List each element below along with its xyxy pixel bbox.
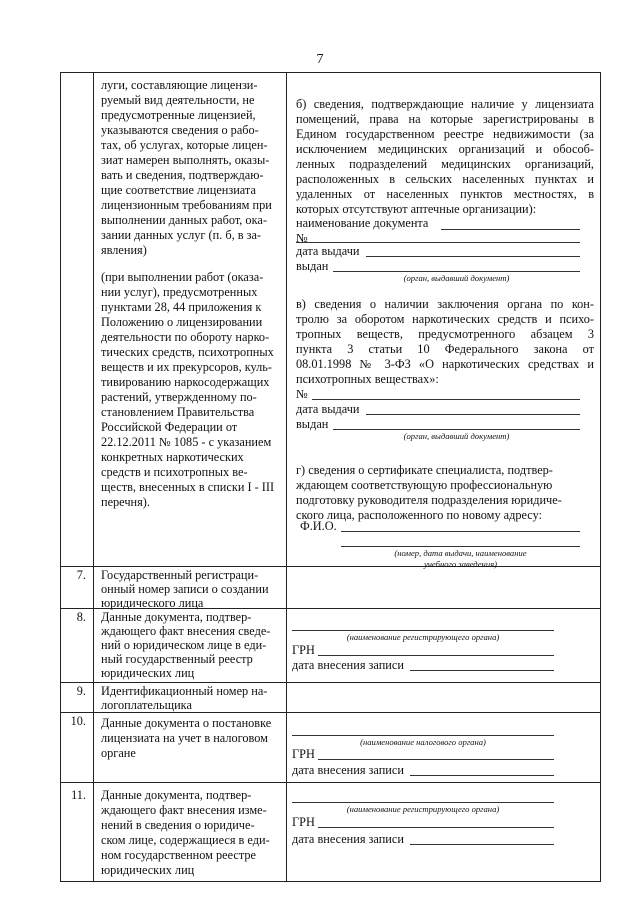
text-line: помещений, права на которые зарегистрированы в	[296, 112, 594, 126]
row-label-line: Данные документа, подтвер-	[101, 610, 252, 624]
text-line: г) сведения о сертификате специалиста, подтвер-	[296, 463, 553, 477]
row-label-line: ном государственном реестре	[101, 848, 256, 862]
text-line: тах, об услугах, которые лицен-	[101, 138, 268, 152]
row-number: 9.	[76, 684, 86, 698]
text-line: указываются сведения о рабо-	[101, 123, 259, 137]
text-line: ждающем соответствующую профессиональную	[296, 478, 553, 492]
issuer-hint: (орган, выдавший документ)	[403, 273, 510, 283]
text-line: предусмотренные лицензией,	[101, 108, 256, 122]
row-label-line: ний о юридическом лице в еди-	[101, 638, 267, 652]
text-line: Положению о лицензировании	[101, 315, 263, 329]
issued-by-field[interactable]	[333, 271, 580, 272]
text-line: психотропных веществах»:	[296, 372, 439, 386]
tax-authority-hint: (наименование налогового органа)	[360, 737, 486, 747]
text-line: зании данных услуг (п. б, в за-	[101, 228, 262, 242]
doc-name-field[interactable]	[441, 229, 580, 230]
record-date-label: дата внесения записи	[292, 832, 404, 846]
certificate-hint-line1: (номер, дата выдачи, наименование	[394, 548, 527, 558]
text-line: средств и психотропных ве-	[101, 465, 248, 479]
row-label-line: органе	[101, 746, 136, 760]
text-line: расположенных в сельских населенных пунктах и	[296, 172, 594, 186]
text-line: б) сведения, подтверждающие наличие у лицензиата	[296, 97, 594, 111]
text-line: тролю за оборотом наркотических средств и психо-	[296, 312, 594, 326]
row-divider	[60, 682, 601, 683]
record-date-label: дата внесения записи	[292, 763, 404, 777]
row-number: 7.	[76, 568, 86, 582]
issued-by-field[interactable]	[333, 429, 580, 430]
grn-label: ГРН	[292, 747, 315, 761]
row-label-line: юридических лиц	[101, 863, 195, 877]
table-border-bottom	[60, 881, 601, 882]
table-border-right	[600, 72, 601, 882]
record-date-label: дата внесения записи	[292, 658, 404, 672]
doc-name-field-line2[interactable]	[296, 242, 580, 243]
row-label-line: Данные документа о постановке	[101, 716, 272, 730]
table-col-divider-main	[286, 72, 287, 882]
table-border-top	[60, 72, 601, 73]
text-line: пункта 3 статьи 10 Федерального закона от	[296, 342, 594, 356]
text-line: перечня).	[101, 495, 150, 509]
certificate-field[interactable]	[341, 546, 580, 547]
text-line: веществ и их прекурсоров, куль-	[101, 360, 272, 374]
text-line: удаленных от населенных пунктов местностях, в	[296, 187, 594, 201]
issued-by-label: выдан	[296, 417, 329, 431]
text-line: нии услуг), предусмотренных	[101, 285, 258, 299]
text-line: тических средств, психотропных	[101, 345, 274, 359]
row-label-line: ный государственный реестр	[101, 652, 253, 666]
text-line: луги, составляющие лицензи-	[101, 78, 258, 92]
row-label-line: онный номер записи о создании	[101, 582, 269, 596]
fio-label: Ф.И.О.	[300, 519, 337, 533]
text-line: которых отсутствуют аптечные организации):	[296, 202, 537, 216]
text-line: конкретных наркотических	[101, 450, 244, 464]
row-label-line: логоплательщика	[101, 698, 192, 712]
row-number: 8.	[76, 610, 86, 624]
text-line: выполнении данных работ, ока-	[101, 213, 267, 227]
row-number: 10.	[70, 714, 86, 728]
row-label-line: ском лице, содержащиеся в еди-	[101, 833, 270, 847]
doc-name-label: наименование документа	[296, 216, 429, 230]
text-line: руемый вид деятельности, не	[101, 93, 255, 107]
row-label-line: Идентификационный номер на-	[101, 684, 268, 698]
row-label-line: Государственный регистраци-	[101, 568, 259, 582]
text-line: (при выполнении работ (оказа-	[101, 270, 264, 284]
text-line: Российской Федерации от	[101, 420, 238, 434]
grn-field[interactable]	[318, 759, 554, 760]
text-line: Едином государственном реестре недвижимости (за	[296, 127, 594, 141]
registering-authority-field[interactable]	[292, 802, 554, 803]
row-label-line: юридического лица	[101, 596, 204, 610]
text-line: явления)	[101, 243, 147, 257]
fio-field[interactable]	[341, 531, 580, 532]
text-line: зиат намерен выполнять, оказы-	[101, 153, 270, 167]
record-date-field[interactable]	[410, 844, 554, 845]
text-line: вать и сведения, подтверждаю-	[101, 168, 264, 182]
text-line: деятельности по обороту нарко-	[101, 330, 270, 344]
tax-authority-field[interactable]	[292, 735, 554, 736]
grn-field[interactable]	[318, 655, 554, 656]
record-date-field[interactable]	[410, 670, 554, 671]
row-divider	[60, 782, 601, 783]
row-number: 11.	[71, 788, 86, 802]
row-label-line: ждающего факт внесения изме-	[101, 803, 267, 817]
text-line: тропных веществ, предусмотренного абзацем 3	[296, 327, 594, 341]
row-label-line: юридических лиц	[101, 666, 195, 680]
record-date-field[interactable]	[410, 775, 554, 776]
text-line: ществ, внесенных в списки I - III	[101, 480, 275, 494]
doc-number-label: №	[296, 387, 308, 401]
doc-number-label: №	[296, 231, 308, 245]
text-line: тивированию наркосодержащих	[101, 375, 270, 389]
text-line: подготовку руководителя подразделения юридиче-	[296, 493, 562, 507]
text-line: ского лица, расположенного по новому адресу:	[296, 508, 542, 522]
registering-authority-field[interactable]	[292, 630, 554, 631]
issue-date-label: дата выдачи	[296, 244, 360, 258]
issued-by-label: выдан	[296, 259, 329, 273]
issue-date-label: дата выдачи	[296, 402, 360, 416]
text-line: щие соответствие лицензиата	[101, 183, 256, 197]
grn-label: ГРН	[292, 643, 315, 657]
grn-field[interactable]	[318, 827, 554, 828]
text-line: лицензионным требованиям при	[101, 198, 272, 212]
issue-date-field[interactable]	[366, 414, 580, 415]
table-border-left	[60, 72, 61, 882]
text-line: растений, утвержденному по-	[101, 390, 257, 404]
page-number: 7	[316, 52, 324, 67]
certificate-hint-line2: учебного заведения)	[424, 559, 497, 569]
text-line: в) сведения о наличии заключения органа по кон-	[296, 297, 594, 311]
text-line: исключением медицинских организаций и обособ-	[296, 142, 594, 156]
doc-number-field[interactable]	[312, 399, 580, 400]
text-line: становлением Правительства	[101, 405, 255, 419]
issuer-hint: (орган, выдавший документ)	[403, 431, 510, 441]
row-label-line: ждающего факт внесения сведе-	[101, 624, 271, 638]
table-col-divider-num	[93, 72, 94, 882]
row-label-line: нений в сведения о юридиче-	[101, 818, 255, 832]
text-line: 08.01.1998 № 3-ФЗ «О наркотических средствах и	[296, 357, 594, 371]
issue-date-field[interactable]	[366, 256, 580, 257]
text-line: 22.12.2011 № 1085 - с указанием	[101, 435, 272, 449]
row-label-line: лицензиата на учет в налоговом	[101, 731, 268, 745]
registering-authority-hint: (наименование регистрирующего органа)	[346, 804, 500, 814]
text-line: пунктами 28, 44 приложения к	[101, 300, 262, 314]
row-label-line: Данные документа, подтвер-	[101, 788, 252, 802]
grn-label: ГРН	[292, 815, 315, 829]
text-line: ленных подразделений медицинских организаций,	[296, 157, 594, 171]
registering-authority-hint: (наименование регистрирующего органа)	[346, 632, 500, 642]
